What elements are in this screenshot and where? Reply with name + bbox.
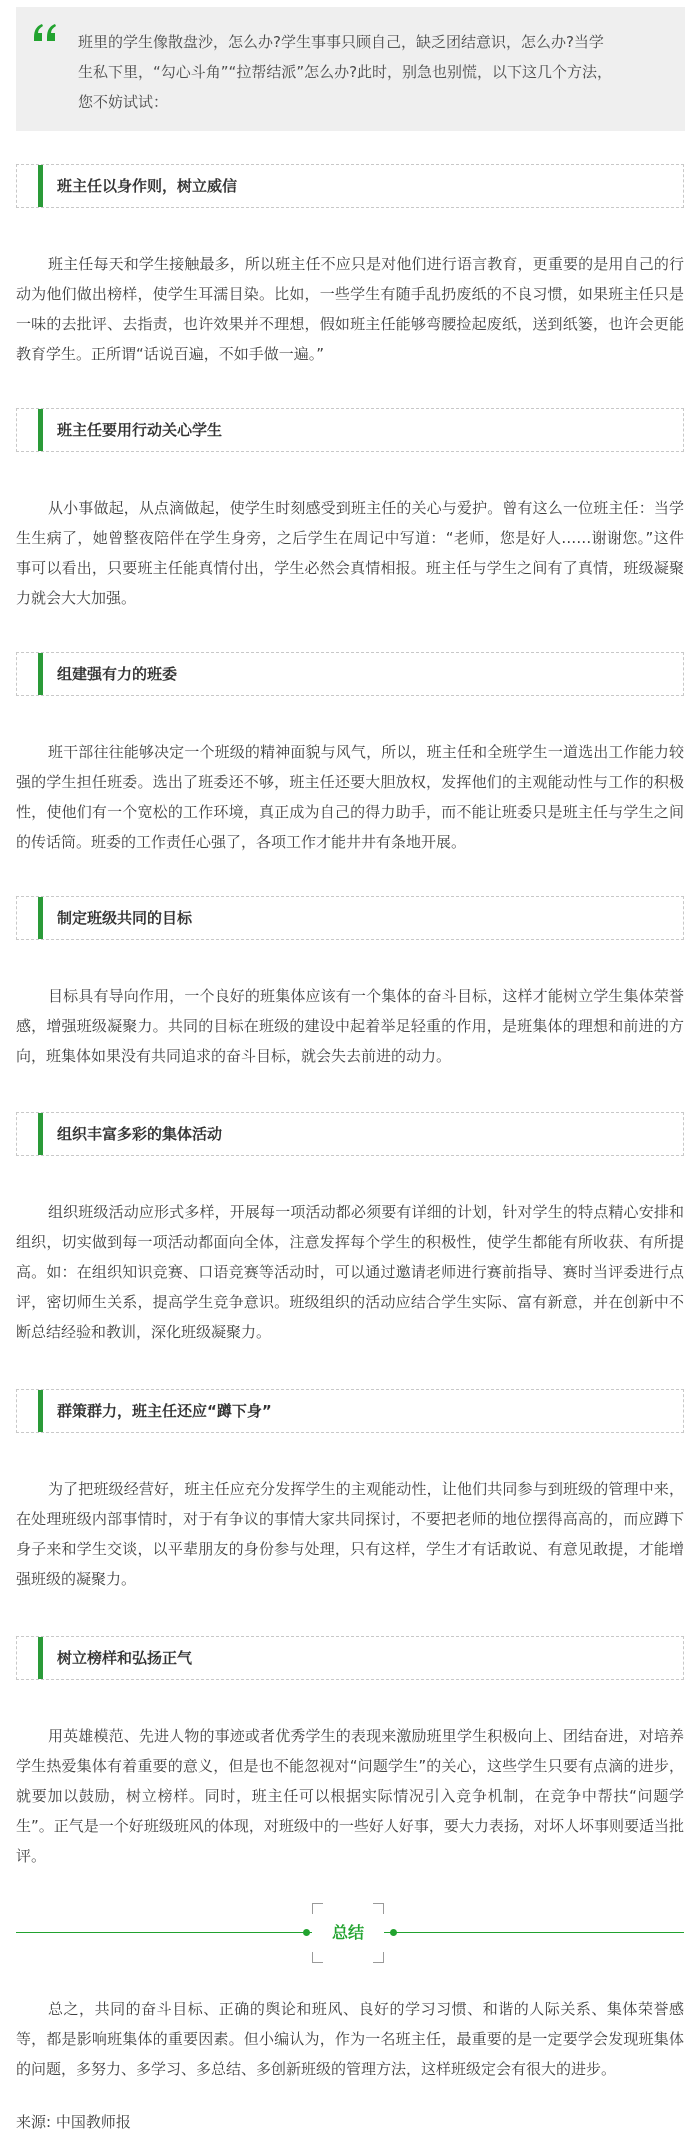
section-body: 从小事做起，从点滴做起，使学生时刻感受到班主任的关心与爱护。曾有这么一位班主任：当学生生病了，她曾整夜陪伴在学生身旁，之后学生在周记中写道：“老师，您是好人……谢谢您。”这件事可以看出，只要班主任能真情付出，学生必然会真情相报。班主任与学生之间有了真情，班级凝聚力就会大大加强。: [16, 499, 684, 607]
intro-text: 班里的学生像散盘沙，怎么办?学生事事只顾自己，缺乏团结意识，怎么办?当学生私下里，“勾心斗角”“拉帮结派”怎么办?此时，别急也别慌，以下这几个方法，您不妨试试：: [78, 33, 613, 111]
section-title: 班主任以身作则，树立威信: [57, 177, 238, 195]
divider-dot-right: [390, 1929, 397, 1936]
section-heading: [16, 652, 684, 696]
intro-quote-box: [16, 7, 685, 131]
section-heading: [16, 408, 684, 452]
heading-accent-bar: [38, 409, 43, 451]
summary-body: 总之，共同的奋斗目标、正确的舆论和班风、良好的学习习惯、和谐的人际关系、集体荣誉感等，都是影响班集体的重要因素。但小编认为，作为一名班主任，最重要的是一定要学会发现班集体的问题，多努力、多学习、多总结、多创新班级的管理方法，这样班级定会有很大的进步。: [16, 2000, 684, 2078]
heading-accent-bar: [38, 165, 43, 207]
heading-accent-bar: [38, 897, 43, 939]
section-heading: [16, 1636, 684, 1680]
section-heading: [16, 896, 684, 940]
section-body: 组织班级活动应形式多样，开展每一项活动都必须要有详细的计划，针对学生的特点精心安排和组织，切实做到每一项活动都面向全体，注意发挥每个学生的积极性，使学生都能有所收获、有所提高。如：在组织知识竞赛、口语竞赛等活动时，可以通过邀请老师进行赛前指导、赛时当评委进行点评，密切师生关系，提高学生竞争意识。班级组织的活动应结合学生实际、富有新意，并在创新中不断总结经验和教训，深化班级凝聚力。: [16, 1203, 684, 1341]
section-heading: [16, 1112, 684, 1156]
section-title: 制定班级共同的目标: [57, 909, 193, 927]
divider-dot-left: [303, 1929, 310, 1936]
heading-accent-bar: [38, 1113, 43, 1155]
section-title: 树立榜样和弘扬正气: [57, 1649, 193, 1667]
section-heading: [16, 1389, 684, 1433]
section-body: 为了把班级经营好，班主任应充分发挥学生的主观能动性，让他们共同参与到班级的管理中来，在处理班级内部事情时，对于有争议的事情大家共同探讨，不要把老师的地位摆得高高的，而应蹲下身子来和学生交谈，以平辈朋友的身份参与处理，只有这样，学生才有话敢说、有意见敢提，才能增强班级的凝聚力。: [16, 1480, 684, 1588]
section-title: 组建强有力的班委: [57, 665, 178, 683]
section-body: 用英雄模范、先进人物的事迹或者优秀学生的表现来激励班里学生积极向上、团结奋进，对培养学生热爱集体有着重要的意义，但是也不能忽视对“问题学生”的关心，这些学生只要有点滴的进步，就要加以鼓励，树立榜样。同时，班主任可以根据实际情况引入竞争机制，在竞争中帮扶“问题学生”。正气是一个好班级班风的体现，对班级中的一些好人好事，要大力表扬，对坏人坏事则要适当批评。: [16, 1727, 684, 1865]
source-credit: 来源: 中国教师报: [16, 2113, 131, 2131]
heading-accent-bar: [38, 1637, 43, 1679]
quote-mark-icon: [30, 19, 62, 51]
section-title: 组织丰富多彩的集体活动: [57, 1125, 223, 1143]
summary-badge: [312, 1903, 384, 1963]
section-body: 班干部往往能够决定一个班级的精神面貌与风气，所以，班主任和全班学生一道选出工作能力较强的学生担任班委。选出了班委还不够，班主任还要大胆放权，发挥他们的主观能动性与工作的积极性，使他们有一个宽松的工作环境，真正成为自己的得力助手，而不能让班委只是班主任与学生之间的传话筒。班委的工作责任心强了，各项工作才能井井有条地开展。: [16, 743, 684, 851]
heading-accent-bar: [38, 1390, 43, 1432]
section-body: 目标具有导向作用，一个良好的班集体应该有一个集体的奋斗目标，这样才能树立学生集体荣誉感，增强班级凝聚力。共同的目标在班级的建设中起着举足轻重的作用，是班集体的理想和前进的方向，班集体如果没有共同追求的奋斗目标，就会失去前进的动力。: [16, 987, 684, 1065]
heading-accent-bar: [38, 653, 43, 695]
summary-label: 总结: [331, 1923, 364, 1942]
section-body: 班主任每天和学生接触最多，所以班主任不应只是对他们进行语言教育，更重要的是用自己的行动为他们做出榜样，使学生耳濡目染。比如，一些学生有随手乱扔废纸的不良习惯，如果班主任只是一味的去批评、去指责，也许效果并不理想，假如班主任能够弯腰捡起废纸，送到纸篓，也许会更能教育学生。正所谓“话说百遍，不如手做一遍。”: [16, 255, 684, 363]
section-title: 班主任要用行动关心学生: [57, 421, 223, 439]
section-heading: [16, 164, 684, 208]
section-title: 群策群力，班主任还应“蹲下身”: [57, 1402, 272, 1420]
